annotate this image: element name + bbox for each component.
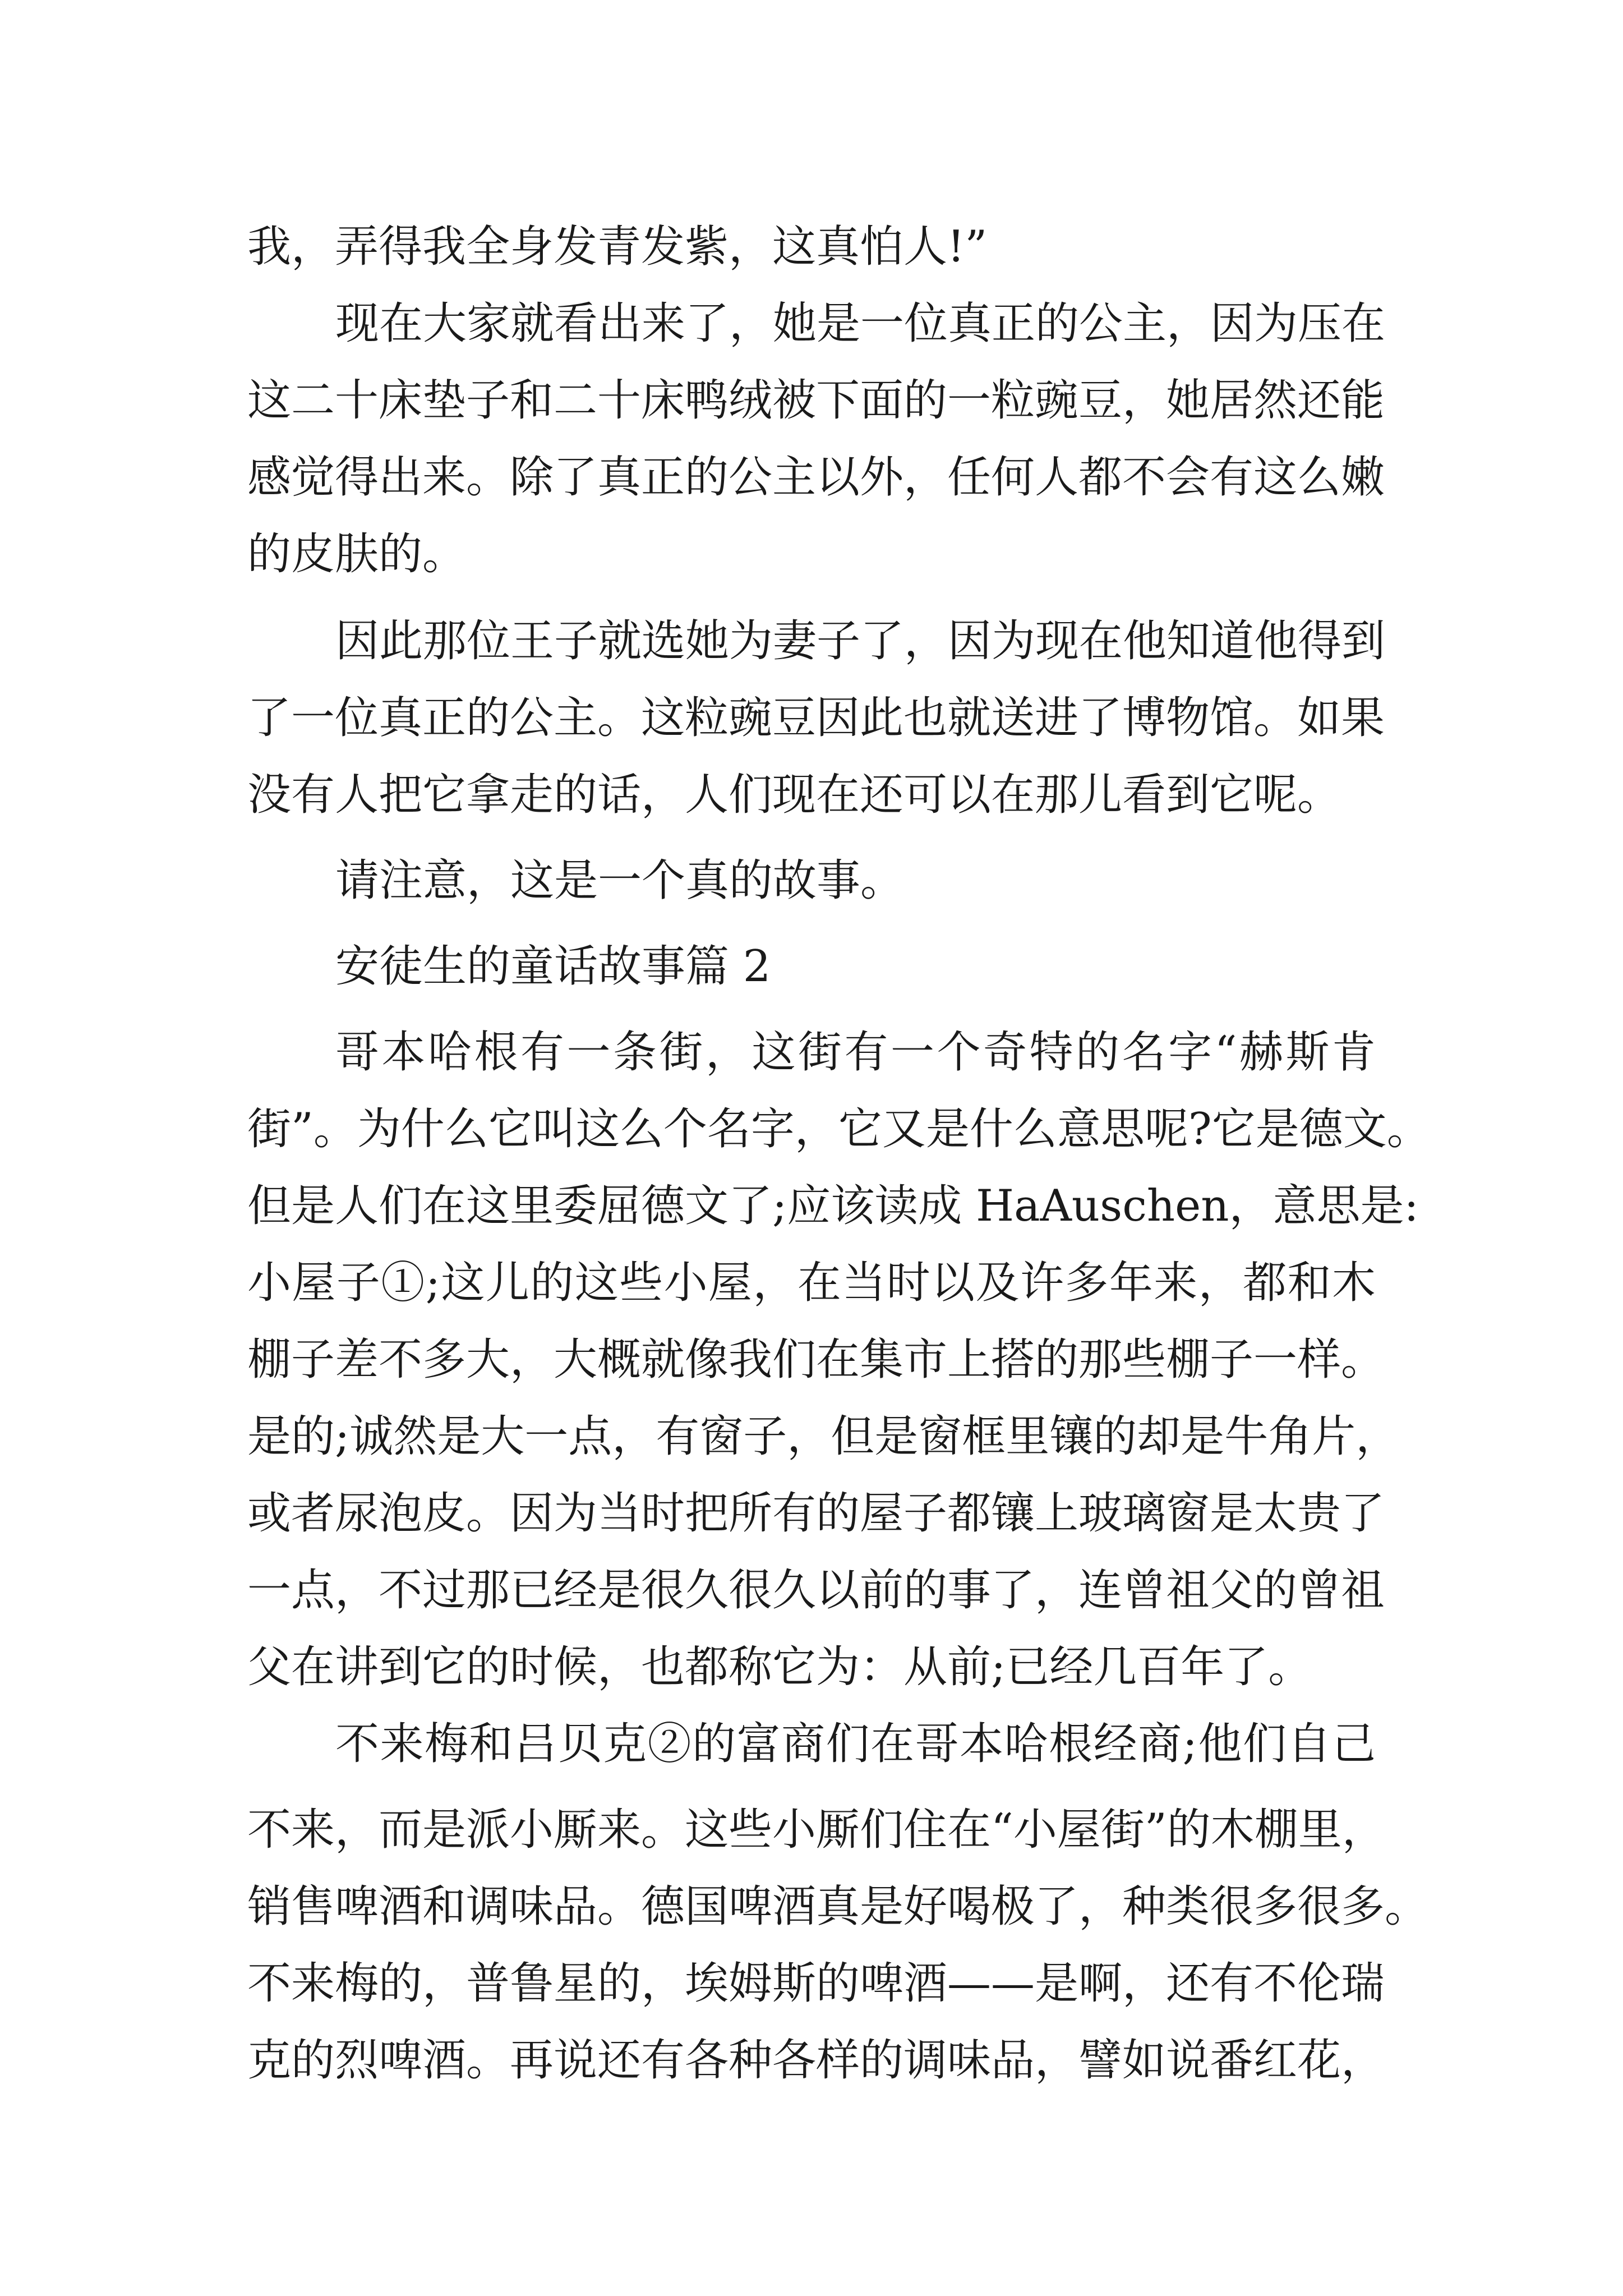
text-line — [0, 756, 1623, 834]
line-text: 我，弄得我全身发青发紫，这真怕人!” — [247, 222, 988, 272]
line-text: 现在大家就看出来了，她是一位真正的公主，因为压在 — [335, 298, 1386, 349]
line-text: 没有人把它拿走的话，人们现在还可以在那儿看到它呢。 — [247, 770, 1341, 820]
line-text: 请注意，这是一个真的故事。 — [335, 855, 905, 906]
text-line — [0, 602, 1623, 680]
text-line — [0, 2021, 1623, 2100]
line-text: 这二十床垫子和二十床鸭绒被下面的一粒豌豆，她居然还能 — [247, 375, 1385, 426]
line-text: 克的烈啤酒。再说还有各种各样的调味品，譬如说番红花， — [247, 2035, 1385, 2086]
text-line — [0, 515, 1623, 593]
section-heading — [0, 927, 1623, 1006]
line-text: 了一位真正的公主。这粒豌豆因此也就送进了博物馆。如果 — [247, 693, 1385, 743]
text-line — [0, 1090, 1623, 1168]
text-line — [0, 1791, 1623, 1869]
line-text: 不来梅的，普鲁星的，埃姆斯的啤酒——是啊，还有不伦瑞 — [247, 1958, 1385, 2009]
text-line — [0, 361, 1623, 440]
line-text: 是的;诚然是大一点，有窗子，但是窗框里镶的却是牛角片， — [247, 1411, 1400, 1462]
text-line — [0, 1867, 1623, 1946]
text-line — [0, 1244, 1623, 1322]
line-text: 或者尿泡皮。因为当时把所有的屋子都镶上玻璃窗是太贵了 — [247, 1488, 1385, 1539]
text-line — [0, 841, 1623, 920]
line-text: 父在讲到它的时候，也都称它为：从前;已经几百年了。 — [247, 1642, 1312, 1692]
text-line — [0, 1013, 1623, 1092]
text-line — [0, 1474, 1623, 1553]
line-text: 因此那位王子就选她为妻子了，因为现在他知道他得到 — [335, 616, 1386, 666]
line-text: 的皮肤的。 — [247, 529, 467, 579]
line-text: 但是人们在这里委屈德文了;应该读成 HaAuschen，意思是: — [247, 1181, 1419, 1231]
line-text: 销售啤酒和调味品。德国啤酒真是好喝极了，种类很多很多。 — [247, 1881, 1429, 1932]
line-text: 棚子差不多大，大概就像我们在集市上搭的那些棚子一样。 — [247, 1335, 1385, 1385]
line-text: 哥本哈根有一条街，这街有一个奇特的名字“赫斯肯 — [335, 1027, 1376, 1078]
line-text: 一点，不过那已经是很久很久以前的事了，连曾祖父的曾祖 — [247, 1565, 1385, 1616]
text-line — [0, 284, 1623, 363]
text-line — [0, 1705, 1623, 1783]
text-line — [0, 1397, 1623, 1476]
line-text: 不来，而是派小厮来。这些小厮们住在“小屋街”的木棚里， — [247, 1805, 1386, 1855]
heading-text: 安徒生的童话故事篇 2 — [335, 941, 771, 992]
text-line — [0, 1551, 1623, 1630]
text-line — [0, 438, 1623, 517]
line-text: 街”。为什么它叫这么个名字，它又是什么意思呢?它是德文。 — [247, 1104, 1431, 1154]
text-line — [0, 1320, 1623, 1399]
line-text: 小屋子①;这儿的这些小屋，在当时以及许多年来，都和木 — [247, 1258, 1376, 1308]
line-text: 感觉得出来。除了真正的公主以外，任何人都不会有这么嫩 — [247, 452, 1385, 503]
text-line — [0, 1628, 1623, 1706]
text-line — [0, 1944, 1623, 2023]
line-text: 不来梅和吕贝克②的富商们在哥本哈根经商;他们自己 — [335, 1719, 1376, 1769]
text-line — [0, 679, 1623, 757]
text-line — [0, 208, 1623, 286]
text-line — [0, 1167, 1623, 1245]
